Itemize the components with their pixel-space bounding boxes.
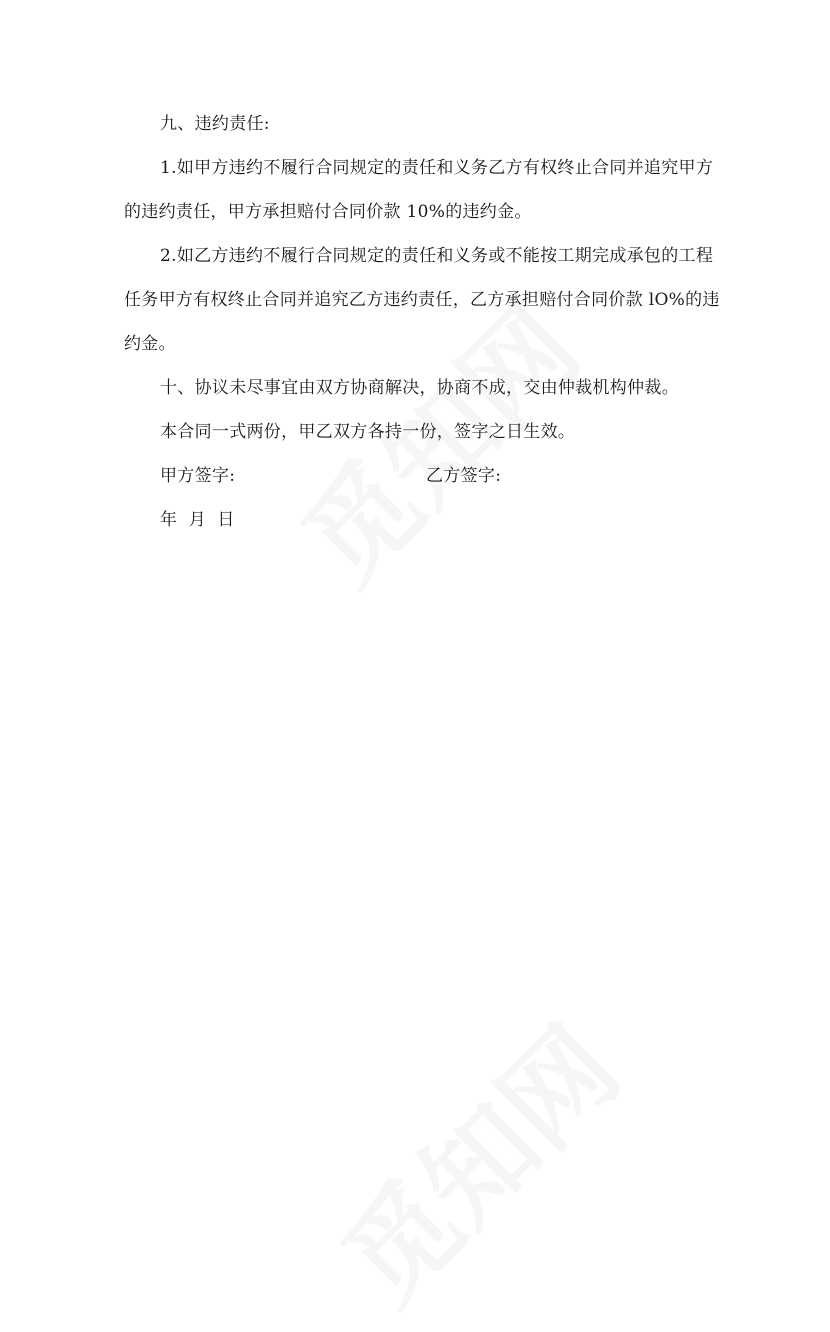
party-b-signature-label: 乙方签字:: [426, 466, 502, 486]
watermark-bottom: [302, 986, 647, 1331]
clause-1-line-2: 的违约责任，甲方承担赔付合同价款 10%的违约金。: [124, 202, 532, 222]
section-9-heading: 九、违约责任:: [160, 114, 270, 134]
copies-note: 本合同一式两份，甲乙双方各持一份，签字之日生效。: [160, 422, 576, 442]
party-a-signature-label: 甲方签字:: [160, 466, 236, 486]
clause-2-line-1: 2.如乙方违约不履行合同规定的责任和义务或不能按工期完成承包的工程: [160, 246, 714, 266]
section-10: 十、协议未尽事宜由双方协商解决，协商不成，交由仲裁机构仲裁。: [160, 378, 679, 398]
clause-2-line-3: 约金。: [124, 334, 176, 354]
clause-1-line-1: 1.如甲方违约不履行合同规定的责任和义务乙方有权终止合同并追究甲方: [160, 158, 714, 178]
date-line: 年 月 日: [160, 510, 235, 530]
clause-2-line-2: 任务甲方有权终止合同并追究乙方违约责任，乙方承担赔付合同价款 lO%的违: [124, 290, 720, 310]
